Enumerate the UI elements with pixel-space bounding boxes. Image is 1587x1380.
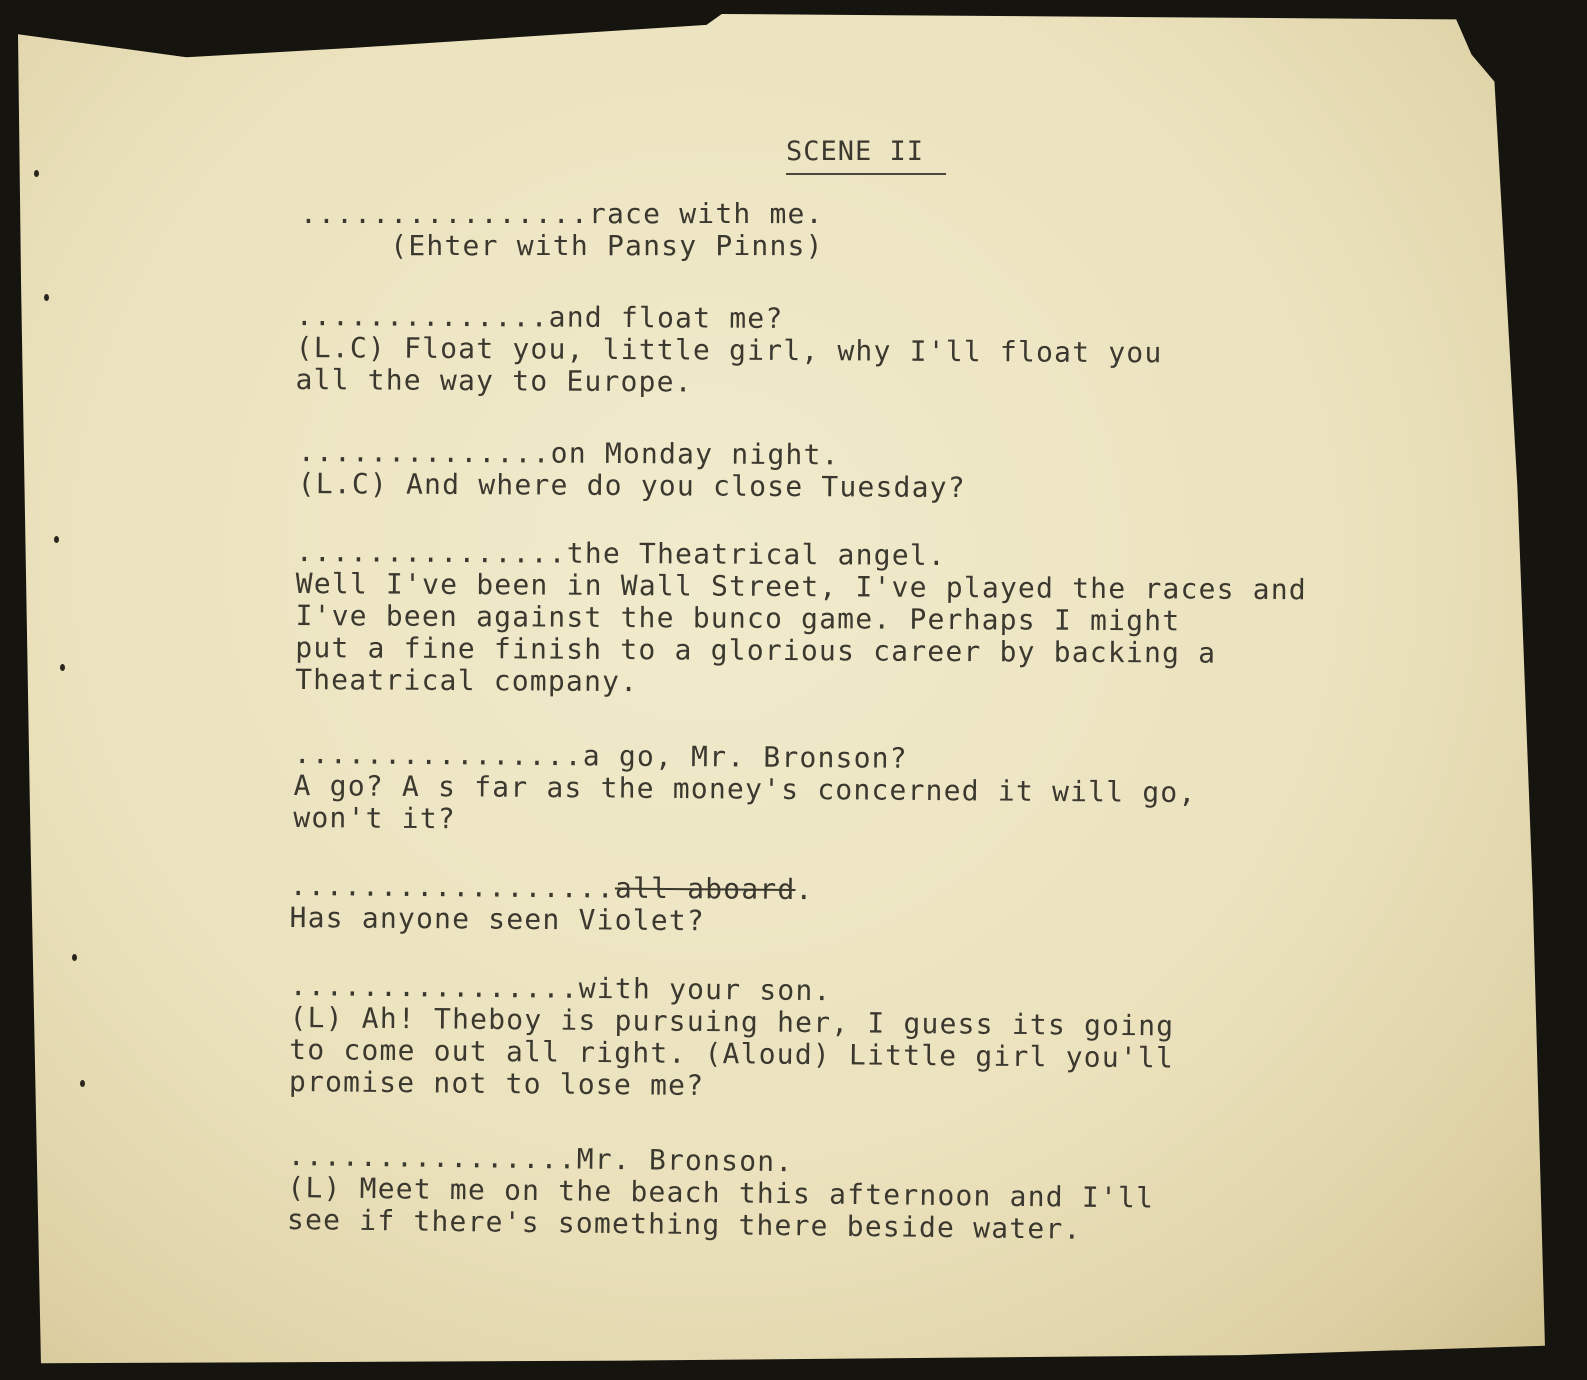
dialogue-block: [293, 738, 1197, 841]
dialogue-line: (L) Ah! Theboy is pursuing her, I guess its going: [289, 1000, 1175, 1043]
dialogue-line: A go? A s far as the money's concerned it will go,: [293, 768, 1197, 810]
dialogue-block: [295, 300, 1162, 401]
cue-line: ................with your son.: [289, 969, 832, 1008]
cue-line: ..............and float me?: [295, 299, 784, 335]
dialogue-line: promise not to lose me?: [288, 1064, 705, 1102]
cue-prefix: ..................: [289, 869, 616, 905]
punch-hole: [44, 294, 49, 301]
dialogue-block: [295, 536, 1307, 702]
dialogue-line: I've been against the bunco game. Perhaps I might: [295, 598, 1181, 638]
dialogue-line: (L.C) And where do you close Tuesday?: [297, 466, 966, 505]
cue-line: ................Mr. Bronson.: [287, 1139, 794, 1179]
dialogue-block: [289, 870, 813, 938]
dialogue-block: [289, 970, 1175, 1106]
dialogue-line: see if there's something there beside water.: [286, 1202, 1082, 1246]
dialogue-line: (Ehter with Pansy Pinns): [300, 229, 824, 262]
dialogue-line: put a fine finish to a glorious career by backing a: [295, 630, 1217, 670]
dialogue-line: won't it?: [293, 800, 457, 836]
dialogue-block: [300, 198, 824, 262]
punch-hole: [80, 1080, 85, 1087]
dialogue-line: to come out all right. (Aloud) Little girl you'll: [289, 1032, 1175, 1075]
cue-line: ................a go, Mr. Bronson?: [293, 737, 908, 775]
punch-hole: [60, 664, 65, 671]
dialogue-line: (L) Meet me on the beach this afternoon and I'll: [287, 1170, 1155, 1215]
cue-line: ...............the Theatrical angel.: [295, 535, 947, 572]
cue-line: ..............on Monday night.: [297, 435, 840, 472]
scene-title: SCENE II: [786, 136, 946, 175]
dialogue-block: [298, 436, 967, 504]
dialogue-line: Has anyone seen Violet?: [289, 900, 706, 938]
cue-suffix: .: [795, 872, 814, 907]
dialogue-line: Theatrical company.: [295, 662, 639, 699]
cue-line: ................race with me.: [300, 197, 824, 230]
dialogue-line: Well I've been in Wall Street, I've played the races and: [295, 566, 1308, 607]
punch-hole: [54, 536, 59, 543]
punch-hole: [34, 170, 39, 177]
dialogue-line: all the way to Europe.: [295, 362, 693, 399]
struck-cue-text: all aboard: [614, 871, 796, 906]
punch-hole: [72, 954, 77, 961]
dialogue-block: [287, 1140, 1155, 1247]
dialogue-line: (L.C) Float you, little girl, why I'll float you: [295, 330, 1163, 370]
